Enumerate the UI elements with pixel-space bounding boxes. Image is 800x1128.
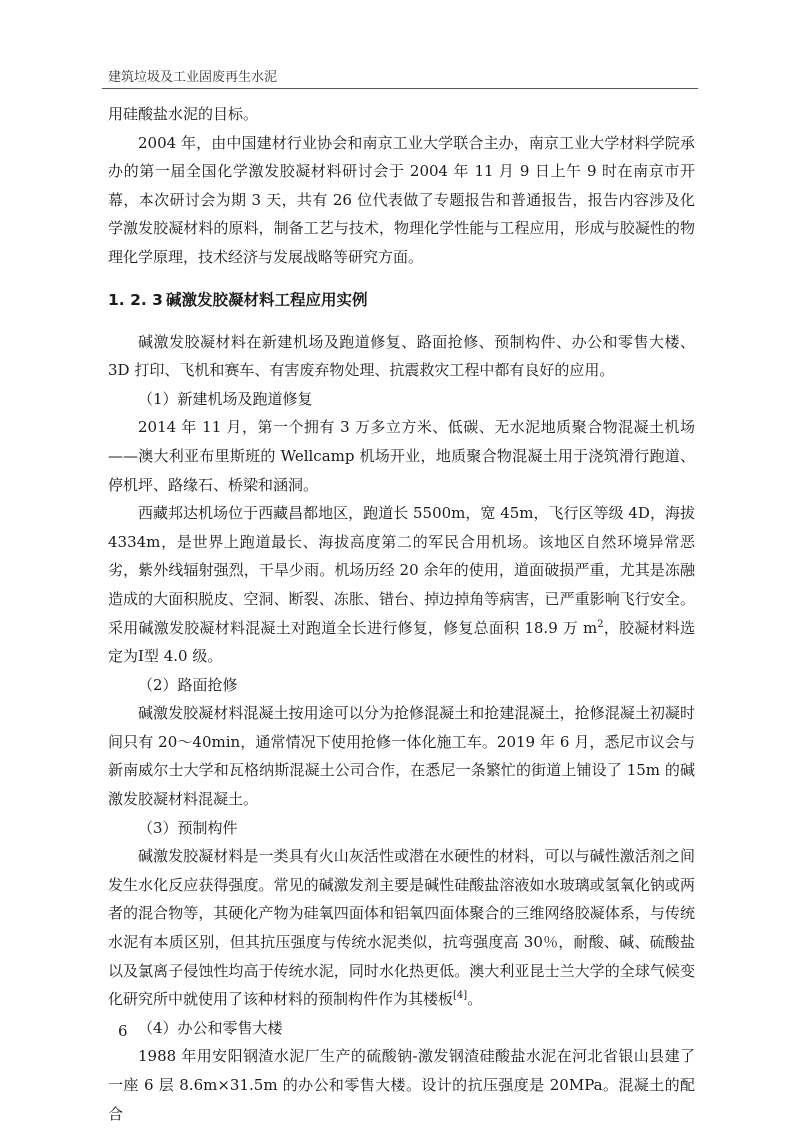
body-text xyxy=(108,100,695,1128)
paragraph xyxy=(108,842,695,1014)
paragraph-text: 。 xyxy=(467,990,483,1009)
superscript: 2 xyxy=(597,618,604,630)
running-header: 建筑垃圾及工业固废再生水泥 xyxy=(108,70,278,85)
paragraph: 碱激发胶凝材料混凝土按用途可以分为抢修混凝土和抢建混凝土，抢修混凝土初凝时间只有 20～40min，通常情况下使用抢修一体化施工车。2019 年 6 月，悉尼市议会与新南威尔士大学和瓦格纳斯混凝土公司合作，在悉尼一条繁忙的街道上铺设了 15m 的碱激发胶凝材料混凝土。 xyxy=(108,704,695,809)
section-number: 1. 2. 3 xyxy=(108,290,163,309)
paragraph: 用硅酸盐水泥的目标。 xyxy=(108,105,259,123)
paragraph: 碱激发胶凝材料在新建机场及跑道修复、路面抢修、预制构件、办公和零售大楼、3D 打印、飞机和赛车、有害废弃物处理、抗震救灾工程中都有良好的应用。 xyxy=(108,332,695,380)
paragraph xyxy=(108,499,695,671)
paragraph-text: 西藏邦达机场位于西藏昌都地区，跑道长 5500m，宽 45m，飞行区等级 4D，海拔 4334m，是世界上跑道最长、海拔高度第二的军民合用机场。该地区自然环境异常恶劣，紫外线辐射强烈，干旱少雨。机场历经 20 余年的使用，道面破损严重，尤其是冻融造成的大面积脱皮、空洞、断裂、冻胀、错台、掉边掉角等病害，已严重影响飞行安全。采用碱激发胶凝材料混凝土对跑道全长进行修复，修复总面积 18.9 万 m xyxy=(108,504,695,637)
subsection-title: （3）预制构件 xyxy=(138,818,238,837)
section-heading xyxy=(108,286,695,314)
citation-reference: [4] xyxy=(453,990,468,1002)
header-rule xyxy=(102,88,698,89)
subsection-title: （4）办公和零售大楼 xyxy=(138,1018,283,1037)
page-number: 6 xyxy=(118,1022,128,1040)
subsection-title: （1）新建机场及跑道修复 xyxy=(138,389,313,408)
paragraph-text: 碱激发胶凝材料是一类具有火山灰活性或潜在水硬性的材料，可以与碱性激活剂之间发生水化反应获得强度。常见的碱激发剂主要是碱性硅酸盐溶液如水玻璃或氢氧化钠或两者的混合物等，其硬化产物为硅氧四面体和铝氧四面体聚合的三维网络胶凝体系，与传统水泥有本质区别，但其抗压强度与传统水泥类似，抗弯强度高 30％，耐酸、碱、硫酸盐以及氯离子侵蚀性均高于传统水泥，同时水化热更低。澳大利亚昆士兰大学的全球气候变化研究所中就使用了该种材料的预制构件作为其楼板 xyxy=(108,847,695,1009)
subsection-title: （2）路面抢修 xyxy=(138,675,238,694)
paragraph: 2014 年 11 月，第一个拥有 3 万多立方米、低碳、无水泥地质聚合物混凝土机场——澳大利亚布里斯班的 Wellcamp 机场开业，地质聚合物混凝土用于浇筑滑行跑道、停机坪、路缘石、桥梁和涵洞。 xyxy=(108,418,695,494)
paragraph: 2004 年，由中国建材行业协会和南京工业大学联合主办，南京工业大学材料学院承办的第一届全国化学激发胶凝材料研讨会于 2004 年 11 月 9 日上午 9 时在南京市开幕，本次研讨会为期 3 天，共有 26 位代表做了专题报告和普通报告，报告内容涉及化学激发胶凝材料的原料，制备工艺与技术，物理化学性能与工程应用，形成与胶凝性的物理化学原理，技术经济与发展战略等研究方面。 xyxy=(108,133,695,266)
paragraph-text: ，胶凝材料选定为Ⅰ型 4.0 级。 xyxy=(108,618,695,666)
section-title: 碱激发胶凝材料工程应用实例 xyxy=(166,290,368,309)
paragraph: 1988 年用安阳钢渣水泥厂生产的硫酸钠-激发钢渣硅酸盐水泥在河北省银山县建了一座 6 层 8.6m×31.5m 的办公和零售大楼。设计的抗压强度是 20MPa。混凝土的配合 xyxy=(108,1047,695,1123)
